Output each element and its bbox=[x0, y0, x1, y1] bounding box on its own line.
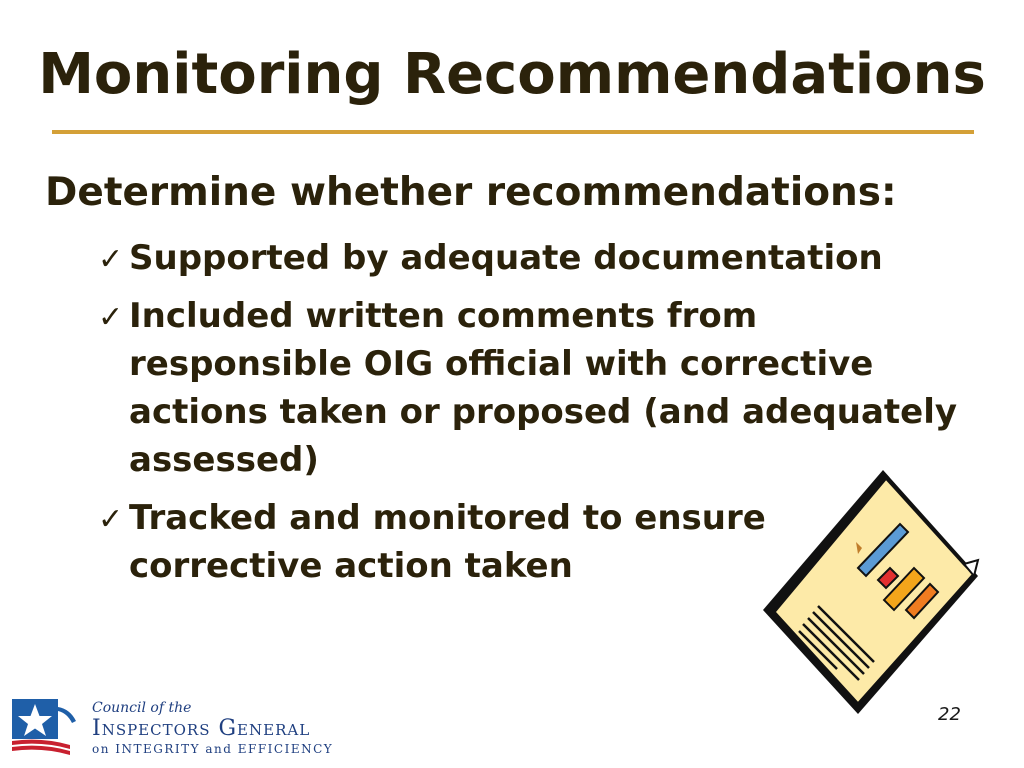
item-line: assessed) bbox=[129, 440, 319, 480]
logo-line-council: Council of the bbox=[92, 700, 192, 716]
item-line: responsible OIG official with corrective bbox=[129, 344, 874, 384]
checklist-item-written-comments bbox=[98, 292, 998, 484]
title-divider bbox=[52, 130, 974, 134]
checkmark-icon: ✓ bbox=[98, 300, 124, 335]
lead-text: Determine whether recommendations: bbox=[45, 170, 897, 215]
star-flag-icon bbox=[12, 699, 82, 759]
checkmark-icon: ✓ bbox=[98, 242, 124, 277]
page-number: 22 bbox=[938, 704, 961, 725]
item-line: corrective action taken bbox=[129, 546, 573, 586]
logo-line-inspectors: Inspectors General bbox=[92, 716, 311, 741]
item-line: Included written comments from bbox=[129, 296, 758, 336]
paper-sheet bbox=[774, 478, 978, 704]
checklist-item-documentation bbox=[98, 234, 998, 282]
item-line: actions taken or proposed (and adequately bbox=[129, 392, 958, 432]
cigie-logo bbox=[12, 699, 352, 761]
item-line: Supported by adequate documentation bbox=[129, 238, 883, 278]
document-chart-icon bbox=[758, 464, 988, 720]
item-line: Tracked and monitored to ensure bbox=[129, 498, 766, 538]
logo-wordmark bbox=[92, 699, 362, 757]
checkmark-icon: ✓ bbox=[98, 502, 124, 537]
slide-title: Monitoring Recommendations bbox=[38, 42, 986, 107]
logo-line-integrity: on INTEGRITY and EFFICIENCY bbox=[92, 742, 334, 756]
